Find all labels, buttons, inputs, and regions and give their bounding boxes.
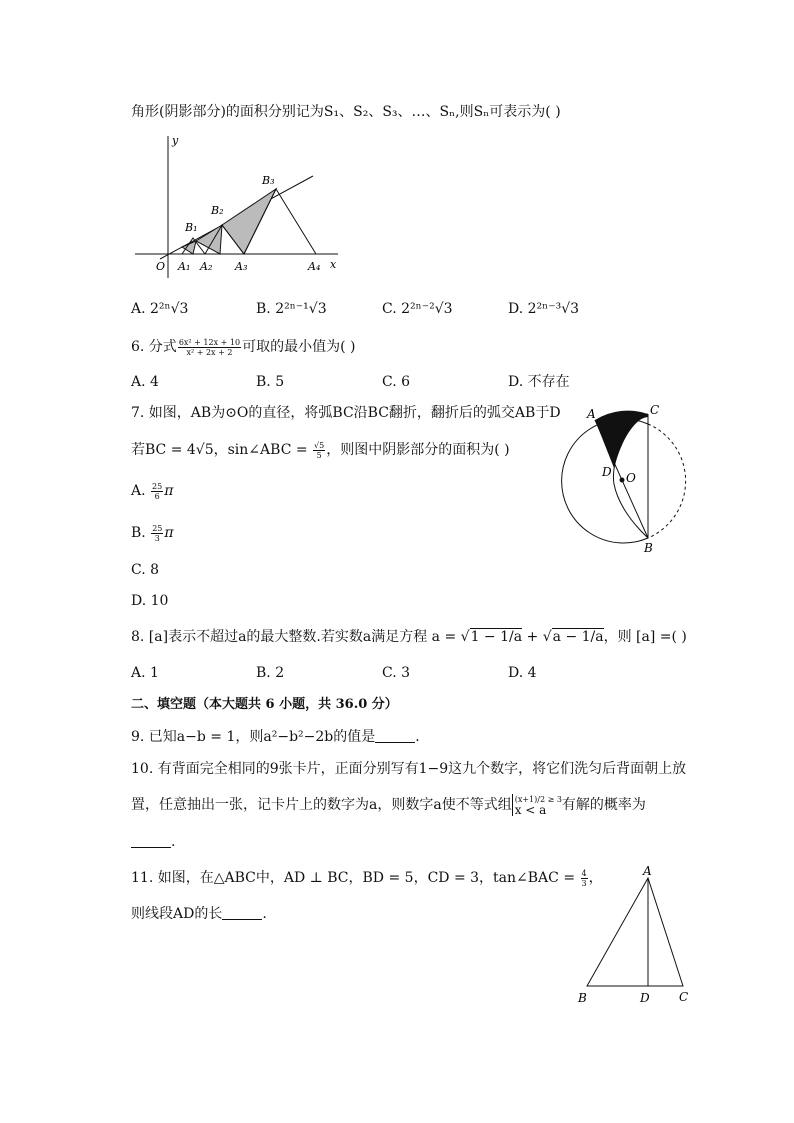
q7-frac-den: 5 [316,450,322,460]
q7-circle-dashed [648,424,686,538]
q7-option-a [131,481,173,501]
q8-option-a: A. 1 [131,665,159,681]
q5-label-a4: A₄ [308,260,321,273]
q7-label-d: D [602,465,612,479]
q7-fraction [313,441,325,460]
q5-stem: 角形(阴影部分)的面积分别记为S₁、S₂、S₃、…、Sₙ,则Sₙ可表示为( ) [131,104,561,120]
q7-option-a-den: 6 [154,491,160,501]
q7-option-a-frac [151,482,163,501]
q8-stem [131,627,687,647]
q11-figure [574,862,698,1010]
q11-frac-den: 3 [581,878,587,888]
q7-line2-post: ，则图中阴影部分的面积为( ) [326,442,510,458]
q6-fraction [178,338,241,357]
q11-label-d: D [640,991,650,1005]
q10-system-top: (x+1)/2 ≥ 3 [514,795,562,804]
q7-option-b-den: 3 [154,533,160,543]
q7-label-c: C [650,403,660,417]
q5-label-a1: A₁ [178,260,191,273]
q6-frac-num: 6x² + 12x + 10 [178,337,241,347]
q6-option-c: C. 6 [382,374,411,390]
q7-frac-num: √5 [314,440,325,450]
q10-line3-end: . [171,834,176,850]
q7-option-b-pi: π [164,525,174,541]
q5-option-a: A. 2²ⁿ√3 [131,301,189,317]
q11-line1-end: ， [588,870,603,886]
q11-line2 [131,904,267,924]
q7-option-a-num: 25 [152,481,163,491]
q6-option-d: D. 不存在 [508,374,570,390]
q6-stem [131,337,355,357]
q9-text: 9. 已知a−b = 1，则a²−b²−2b的值是 [131,729,376,745]
q8-sqrt-radical-1: √ [460,629,470,645]
q10-line1: 10. 有背面完全相同的9张卡片，正面分别写有1−9这九个数字，将它们洗匀后背面朝上放 [131,761,687,777]
q7-option-a-pi: π [164,483,174,499]
q7-label-a: A [587,407,596,421]
q7-option-b-num: 25 [152,523,163,533]
q8-option-c: C. 3 [382,665,411,681]
q9-answer-blank[interactable] [375,728,415,743]
q6-frac-den: x² + 2x + 2 [186,347,233,357]
q7-stem-line1: 7. 如图，AB为⊙O的直径，将弧BC沿BC翻折，翻折后的弧交AB于D [131,405,561,421]
q7-stem-line2 [131,440,510,460]
q7-option-d: D. 10 [131,593,169,609]
q11-frac-num: 4 [581,868,587,878]
q5-option-b: B. 2²ⁿ⁻¹√3 [256,301,327,317]
q5-label-o: O [156,260,166,273]
q5-option-d: D. 2²ⁿ⁻³√3 [508,301,580,317]
section2-heading: 二、填空题（本大题共 6 小题，共 36.0 分） [131,697,398,712]
q9-end: . [415,729,420,745]
q8-stem-pre: 8. [a]表示不超过a的最大整数.若实数a满足方程 a = [131,629,461,645]
q10-line2-pre: 置，任意抽出一张，记卡片上的数字为a，则数字a使不等式组 [131,797,512,813]
q11-line2-text: 则线段AD的长 [131,906,223,922]
q7-option-b-label: B. [131,525,146,541]
q5-label-a3: A₃ [235,260,248,273]
q10-line2-post: 有解的概率为 [561,797,646,813]
q8-plus: + [522,629,543,645]
q11-label-a: A [643,864,652,878]
q8-option-d: D. 4 [508,665,537,681]
q5-label-b1: B₁ [185,221,198,234]
q8-sqrt-1: 1 − 1/a [470,629,523,645]
q6-option-a: A. 4 [131,374,159,390]
q6-stem-pre: 6. 分式 [131,339,177,355]
q8-stem-post: ，则 [a] =( ) [603,629,687,645]
q5-label-b2: B₂ [211,204,224,217]
q10-line3 [131,832,175,852]
q11-label-c: C [679,990,689,1004]
q11-line1 [131,868,603,888]
q11-triangle [587,878,683,986]
q10-line2 [131,794,646,816]
q9-stem [131,727,420,747]
q5-figure [130,130,345,280]
q11-label-b: B [578,991,587,1005]
q7-option-b [131,523,174,543]
q10-system-bottom: x < a [514,803,547,817]
q6-stem-post: 可取的最小值为( ) [242,339,356,355]
q7-option-c: C. 8 [131,562,160,578]
q5-shaded-s2 [196,225,222,254]
q7-figure [558,400,698,558]
q5-label-a2: A₂ [200,260,213,273]
q7-option-b-frac [151,524,163,543]
q8-sqrt-2: a − 1/a [552,629,604,645]
q10-system [512,794,562,816]
q7-label-b: B [644,541,653,555]
q7-label-o: O [626,471,636,485]
q5-label-x: x [330,258,337,271]
q5-label-y: y [172,134,179,147]
q11-line2-end: . [262,906,267,922]
q8-sqrt-radical-2: √ [542,629,552,645]
q7-line2-pre: 若BC = 4√5，sin∠ABC = [131,442,313,458]
q7-center-dot [620,478,625,483]
q10-answer-blank[interactable] [131,833,171,848]
q6-option-b: B. 5 [256,374,285,390]
q8-option-b: B. 2 [256,665,285,681]
q11-line1-text: 11. 如图，在△ABC中，AD ⊥ BC，BD = 5，CD = 3，tan∠BAC = [131,870,580,886]
q5-option-c: C. 2²ⁿ⁻²√3 [382,301,453,317]
q11-answer-blank[interactable] [222,905,262,920]
q7-option-a-label: A. [131,483,146,499]
q5-label-b3: B₃ [262,174,275,187]
